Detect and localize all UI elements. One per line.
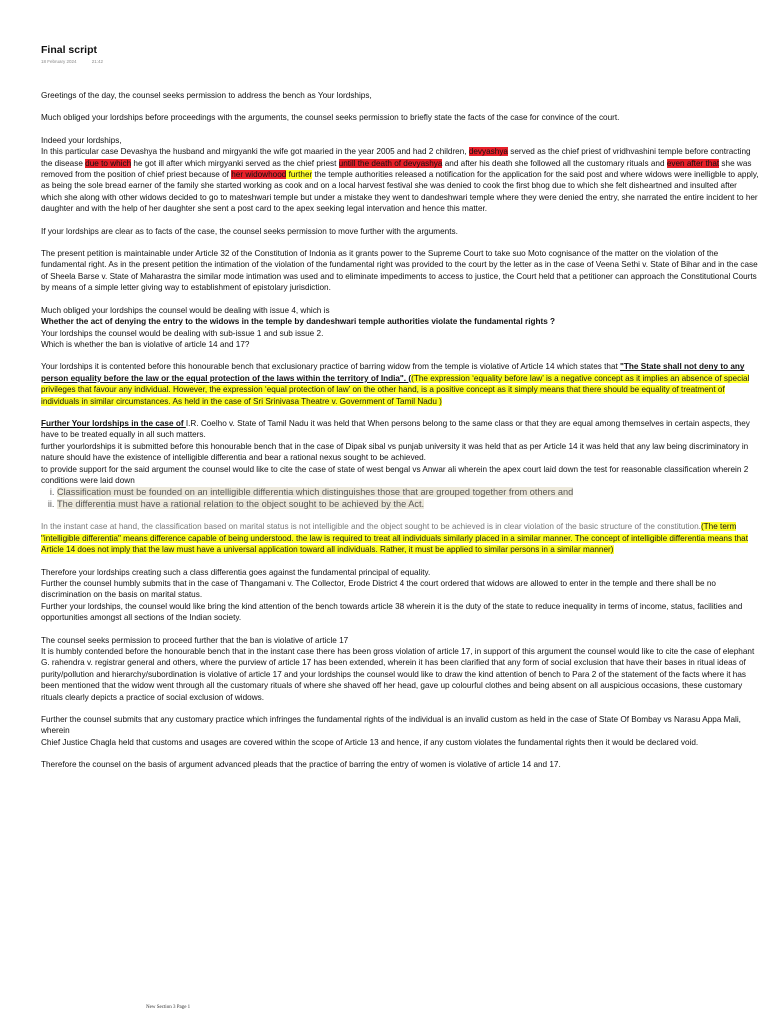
indeed-line: Indeed your lordships,: [41, 135, 122, 145]
instant-case-text: In the instant case at hand, the classification based on marital status is not intelligible and the object sought to be achieved is in clear violation of the basic structure of the constitution.: [41, 522, 701, 532]
article-14-text: Your lordships it is contented before this honourable bench that exclusionary practice of barring widow from the temple is violative of Article 14 which states that: [41, 362, 621, 372]
page-footer: New Section 3 Page 1: [146, 1005, 191, 1010]
facts-highlight-2: due to which: [85, 158, 132, 168]
anwar-paragraph: to provide support for the said argument the counsel would like to cite the case of state of west bengal vs Anwar ali wherein the apex court laid down the test for reasonable classification wherein 2 conditions were laid down: [41, 464, 749, 485]
chagla-paragraph: Chief Justice Chagla held that customs and usages are covered within the scope of Article 13 and hence, if any custom violates the fundamental rights then it would be declared void.: [41, 737, 699, 747]
facts-highlight-5b: further: [286, 170, 313, 180]
facts-text-2: served as the chief priest of vridhvashini temple before contracting the disease: [41, 147, 751, 168]
document-time: 21:42: [91, 59, 104, 64]
facts-highlight-4: even after that: [666, 158, 720, 168]
article-14-highlight: (The expression ‘equality before law’ is a negative concept as it implies an absence of special privileges that favour any individual. However, the expression ‘equal protection of law’ on the other hand, is a positive concept as it simply means that there should be equality of treatment of individuals in similar circumstances. As held in the case of Sri Srinivasa Theatre v. Government of Tamil Nadu ): [41, 373, 750, 406]
clear-paragraph: If your lordships are clear as to facts of the case, the counsel seeks permission to move further with the arguments.: [41, 226, 458, 236]
sub-issue-question: Which is whether the ban is violative of article 14 and 17?: [41, 339, 250, 349]
facts-text-5: she was removed from the position of chief priest because of: [41, 158, 752, 180]
greeting-paragraph: Greetings of the day, the counsel seeks permission to address the bench as Your lordships,: [41, 91, 372, 100]
coelho-paragraph: [41, 418, 759, 441]
document-page: [41, 44, 759, 771]
issue-intro: Much obliged your lordships the counsel would be dealing with issue 4, which is: [41, 305, 330, 315]
facts-text-4: and after his death she followed all the customary rituals and: [442, 158, 667, 168]
facts-text-1: In this particular case Devashya the husband and mirgyanki the wife got maaried in the year 2005 and had 2 children,: [41, 147, 469, 157]
facts-highlight-5: her widowhood: [231, 170, 287, 180]
document-title: Final script: [41, 44, 98, 56]
article-14-paragraph: [41, 361, 759, 407]
facts-text-3: he got ill after which mirgyanki served as the chief priest: [131, 158, 339, 168]
dipak-paragraph: further yourlordships it is submitted before this honourable bench that in the case of Dipak sibal vs punjab university it was held that as per Article 14 it was held that any law being discriminatory in nature should have the existence of intelligible differentia and bear a rational nexus sought to be achieved.: [41, 441, 749, 463]
criteria-list: [41, 486, 759, 510]
instant-case-highlight: (The term "intelligible differentia" means difference capable of being understood. the law is required to treat all individuals similarly placed in a similar manner. The concept of intelligible differentia means that Article 14 does not imply that the law must have a universal application toward all individuals. Rather, it must be applied to similar persons in a similar manner): [41, 522, 749, 555]
article-17-paragraph: It is humbly contended before the honourable bench that in the instant case there has been gross violation of article 17, in support of this argument the counsel would like to cite the case of elephant G. rahendra v. registrar general and others, where the purview of article 17 has been extended, wherein it has been clarified that any form of social exclusion that have their bases in ritual ideas of purity/pollution and hierarchy/subordination is violative of article 17 and your lordships the counsel would like to draw the kind attention of bench to Para 2 of the statement of the facts where it has been mentioned that the widow went through all the customary rituals of where she shaved off her head, gave up colourful clothes and being absent on all auspicious occasions, these customary rituals clearly depicts a practice of social exclusion of widows.: [41, 647, 755, 702]
conclusion-paragraph: Therefore the counsel on the basis of argument advanced pleads that the practice of barring the entry of women is violative of article 14 and 17.: [41, 760, 561, 770]
facts-text-6: the temple authorities released a notification for the application for the said post and where widows were inelligble to apply, as being the sole bread earner of the family she started working as cook and on a local harvest festival she was denied to cook the first bhog due to which she felt disheartned and insulted after which she along with other widows decided to go to mateshwari temple but under a mistake they went to dandeshwari temple where they were denied the entry, she narrated the entire incident to her daughter and with the help of her daughter she sent a post card to the apex seeking legal intervation and hence this matter.: [41, 170, 759, 214]
equality-line: Therefore your lordships creating such a class differentia goes against the fundamental principal of equality.: [41, 567, 431, 577]
issue-question: Whether the act of denying the entry to the widows in the temple by dandeshwari temple authorities violate the fundamental rights ?: [41, 317, 556, 327]
criteria-item: ii. The differentia must have a rational relation to the object sought to be achieved by the Act.: [57, 498, 759, 510]
facts-highlight-1: devyashya: [468, 147, 508, 157]
further-lead: Further Your lordships in the case of: [41, 418, 186, 428]
instant-case-paragraph: [41, 521, 759, 555]
facts-paragraph: [41, 146, 759, 214]
maintainability-paragraph: The present petition is maintainable under Article 32 of the Constitution of Indonia as it grants power to the Supreme Court to take suo Moto cognisance of the matter on the violation of the fundamental right. As in the present petition the intimation of the violation of the fundamental right was provided to the court by the letter as in the case of Veena Sethi v. State of Bihar and in the case of Sheela Barse v. State of Maharastra the similar mode intimation was used and to eliminate impediments to access to justice, the Court held that a petitioner can approach the Constitutional Courts by means of a simple letter giving way to establishment of epistolary jurisdiction.: [41, 249, 758, 293]
facts-highlight-3: untill the death of devyashya: [338, 158, 443, 168]
obliged-paragraph: Much obliged your lordships before proceedings with the arguments, the counsel seeks permission to briefly state the facts of the case for convince of the court.: [41, 113, 620, 123]
article-38-paragraph: Further your lordships, the counsel would like bring the kind attention of the bench towards article 38 wherein it is the duty of the state to reduce inequality in terms of income, status, facilities and opportunities amongst all sections of the Indian society.: [41, 601, 743, 623]
criteria-item: i. Classification must be founded on an intelligible differentia which distinguishes those that are grouped together from others and: [57, 486, 759, 498]
custom-paragraph: Further the counsel submits that any customary practice which infringes the fundamental rights of the individual is an invalid custom as held in the case of State Of Bombay vs Narasu Appa Mali, wherein: [41, 715, 741, 736]
thangamani-paragraph: Further the counsel humbly submits that in the case of Thangamani v. The Collector, Erode District 4 the court ordered that widows are allowed to enter in the temple and there shall be no discrimination on the basis on marital status.: [41, 579, 716, 600]
document-date: 18 February 2024: [41, 59, 77, 64]
coelho-text: I.R. Coelho v. State of Tamil Nadu it was held that When persons belong to the same class or that they are equal among themselves in certain aspects, they have to be treated equally in all such matters.: [41, 418, 750, 440]
article-14-quote: "The State shall not deny to any person equality before the law or the equal protection of the laws within the territory of India". (: [41, 362, 745, 383]
article-17-intro: The counsel seeks permission to proceed further that the ban is violative of article 17: [41, 635, 349, 645]
sub-issue-line: Your lordships the counsel would be dealing with sub-issue 1 and sub issue 2.: [41, 328, 324, 338]
